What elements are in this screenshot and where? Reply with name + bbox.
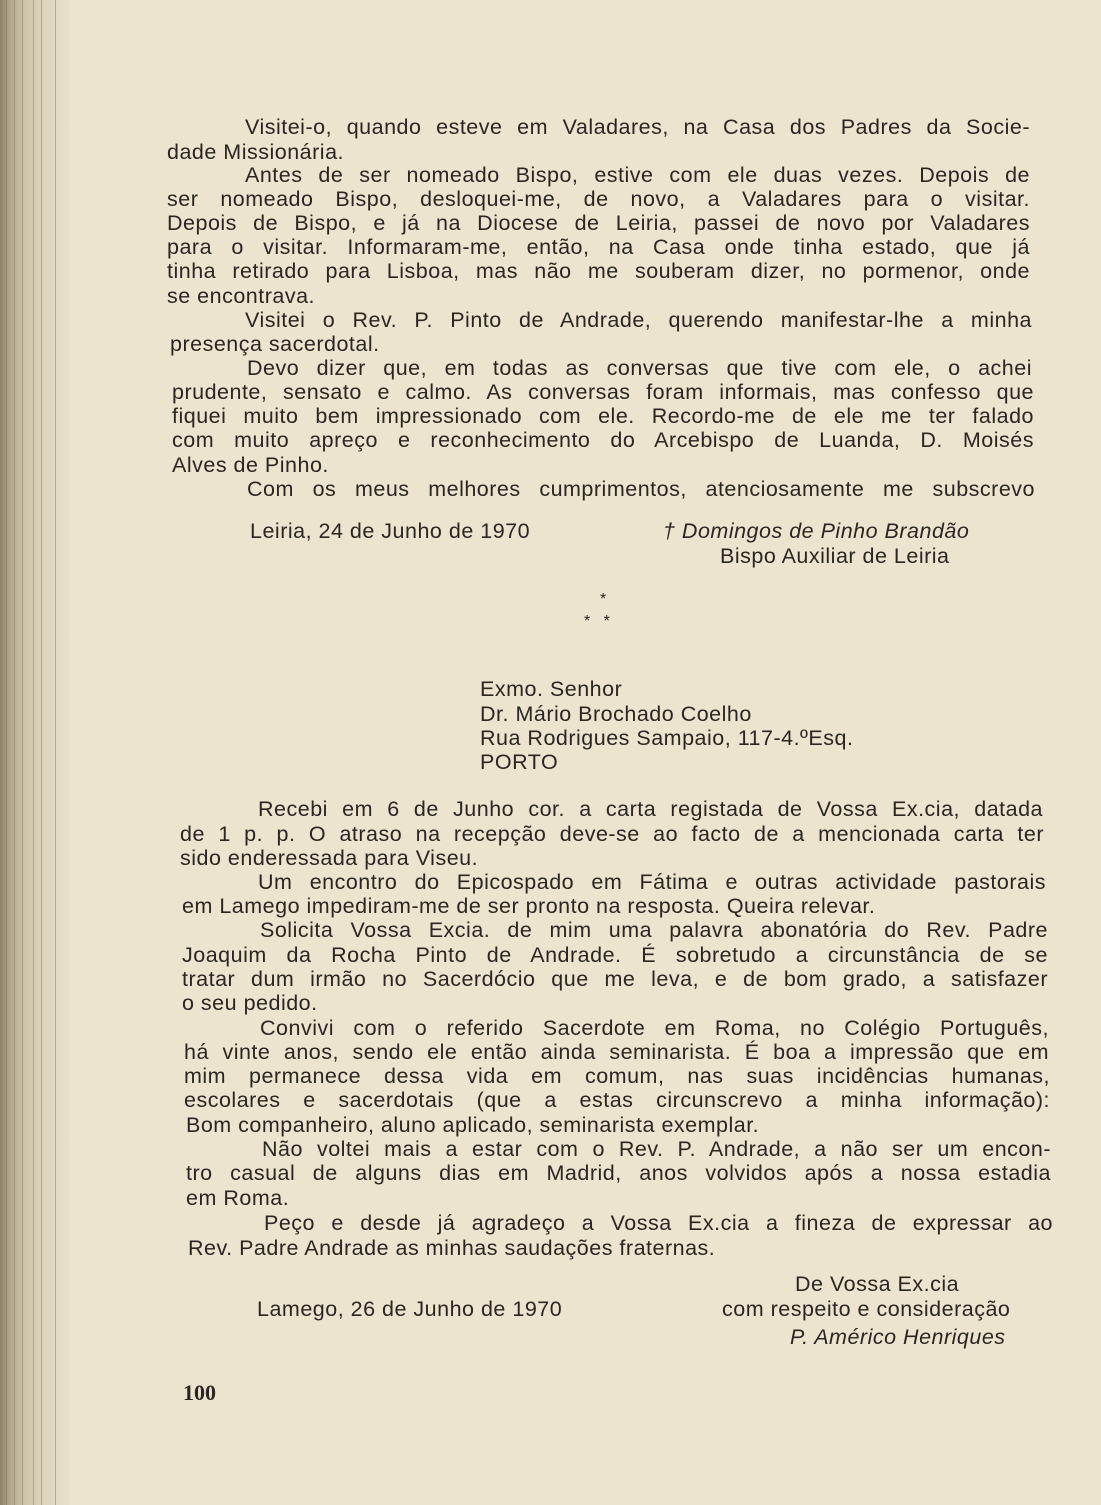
letter2-line: Peço e desde já agradeço a Vossa Ex.cia a fineza de expressar ao — [264, 1211, 1053, 1235]
letter1-line: Alves de Pinho. — [172, 453, 329, 477]
letter1-line: com muito apreço e reconhecimento do Arcebispo de Luanda, D. Moisés — [172, 428, 1034, 452]
letter2-line: Rev. Padre Andrade as minhas saudações fraternas. — [188, 1236, 716, 1260]
letter2-closing-2: com respeito e consideração — [722, 1297, 1011, 1321]
letter2-line: Joaquim da Rocha Pinto de Andrade. É sobretudo a circunstância de se — [182, 943, 1048, 967]
letter1-signature-name: † Domingos de Pinho Brandão — [663, 519, 970, 543]
letter1-line: Visitei-o, quando esteve em Valadares, na Casa dos Padres da Socie- — [245, 115, 1030, 139]
letter2-line: Um encontro do Epicospado em Fátima e outras actividade pastorais — [258, 870, 1046, 894]
letter2-line: Convivi com o referido Sacerdote em Roma, no Colégio Português, — [260, 1016, 1049, 1040]
letter2-line: Bom companheiro, aluno aplicado, seminarista exemplar. — [186, 1113, 760, 1137]
letter2-closing-1: De Vossa Ex.cia — [795, 1272, 960, 1296]
letter2-line: Recebi em 6 de Junho cor. a carta registada de Vossa Ex.cia, datada — [258, 797, 1043, 821]
letter2-line: sido enderessada para Viseu. — [180, 846, 479, 870]
letter1-line: tinha retirado para Lisboa, mas não me souberam dizer, no pormenor, onde — [167, 259, 1030, 283]
page-number: 100 — [183, 1380, 216, 1405]
letter2-line: Solicita Vossa Excia. de mim uma palavra abonatória do Rev. Padre — [260, 918, 1048, 942]
letter1-line: prudente, sensato e calmo. As conversas foram informais, mas confesso que — [172, 380, 1034, 404]
letter2-line: mim permanece dessa vida em comum, nas suas incidências humanas, — [184, 1064, 1050, 1088]
letter1-line: para o visitar. Informaram-me, então, na Casa onde tinha estado, que já — [167, 235, 1030, 259]
separator-stars-bottom: * * — [584, 613, 610, 630]
letter2-place-date: Lamego, 26 de Junho de 1970 — [257, 1297, 563, 1321]
letter2-line: em Lamego impediram-me de ser pronto na resposta. Queira relevar. — [182, 894, 876, 918]
letter1-line: Com os meus melhores cumprimentos, atenciosamente me subscrevo — [247, 477, 1035, 501]
letter1-line: ser nomeado Bispo, desloquei-me, de novo, a Valadares para o visitar. — [167, 187, 1030, 211]
letter2-line: de 1 p. p. O atraso na recepção deve-se ao facto de a mencionada carta ter — [180, 822, 1044, 846]
letter2-line: escolares e sacerdotais (que a estas circunscrevo a minha informação): — [184, 1088, 1050, 1112]
letter1-line: Antes de ser nomeado Bispo, estive com ele duas vezes. Depois de — [245, 163, 1030, 187]
separator-star-top: * — [600, 591, 607, 608]
address-salutation: Exmo. Senhor — [480, 677, 623, 701]
letter1-line: presença sacerdotal. — [170, 332, 380, 356]
letter2-line: em Roma. — [186, 1186, 290, 1210]
letter1-line: fiquei muito bem impressionado com ele. Recordo-me de ele me ter falado — [172, 404, 1034, 428]
letter2-signature-name: P. Américo Henriques — [790, 1325, 1006, 1349]
address-name: Dr. Mário Brochado Coelho — [480, 702, 752, 726]
address-street: Rua Rodrigues Sampaio, 117-4.ºEsq. — [480, 726, 854, 750]
letter1-line: Devo dizer que, em todas as conversas que tive com ele, o achei — [247, 356, 1032, 380]
letter1-line: Visitei o Rev. P. Pinto de Andrade, querendo manifestar-lhe a minha — [245, 308, 1032, 332]
letter2-line: o seu pedido. — [182, 991, 318, 1015]
letter2-line: tratar dum irmão no Sacerdócio que me leva, e de bom grado, a satisfazer — [182, 967, 1048, 991]
letter1-line: se encontrava. — [167, 284, 316, 308]
letter1-line: dade Missionária. — [167, 140, 345, 164]
letter1-line: Depois de Bispo, e já na Diocese de Leiria, passei de novo por Valadares — [167, 211, 1030, 235]
letter1-place-date: Leiria, 24 de Junho de 1970 — [250, 519, 531, 543]
letter2-line: tro casual de alguns dias em Madrid, anos volvidos após a nossa estadia — [186, 1161, 1051, 1185]
letter2-line: há vinte anos, sendo ele então ainda seminarista. É boa a impressão que em — [184, 1040, 1049, 1064]
address-city: PORTO — [480, 750, 559, 774]
letter1-signature-title: Bispo Auxiliar de Leiria — [720, 544, 950, 568]
letter2-line: Não voltei mais a estar com o Rev. P. Andrade, a não ser um encon- — [262, 1137, 1051, 1161]
